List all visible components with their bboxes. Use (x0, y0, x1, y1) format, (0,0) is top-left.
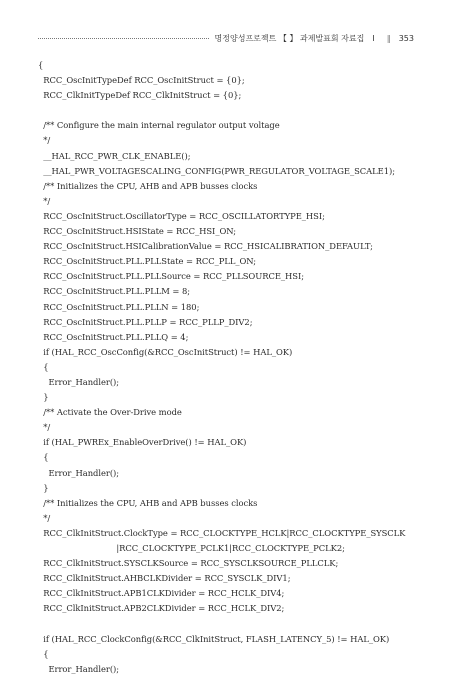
code-line: |RCC_CLOCKTYPE_PCLK1|RCC_CLOCKTYPE_PCLK2; (38, 543, 345, 553)
header-dotted-leader (38, 38, 209, 39)
code-line: RCC_ClkInitStruct.APB1CLKDivider = RCC_HCLK_DIV4; (38, 588, 285, 599)
code-line: RCC_ClkInitStruct.ClockType = RCC_CLOCKTYPE_HCLK|RCC_CLOCKTYPE_SYSCLK (38, 527, 406, 538)
code-line: { (38, 648, 49, 659)
code-line: RCC_ClkInitStruct.APB2CLKDivider = RCC_HCLK_DIV2; (38, 603, 285, 614)
code-line: if (HAL_PWREx_EnableOverDrive() != HAL_OK) (38, 437, 247, 448)
code-line: RCC_OscInitStruct.PLL.PLLState = RCC_PLL_ON; (38, 256, 257, 267)
code-line: RCC_OscInitStruct.PLL.PLLQ = 4; (38, 331, 189, 342)
code-line: RCC_OscInitStruct.PLL.PLLM = 8; (38, 286, 191, 297)
code-line: if (HAL_RCC_ClockConfig(&RCC_ClkInitStruct, FLASH_LATENCY_5) != HAL_OK) (38, 633, 390, 644)
code-line: RCC_OscInitStruct.PLL.PLLP = RCC_PLLP_DIV2; (38, 316, 253, 327)
code-line: */ (38, 422, 51, 433)
code-line: RCC_OscInitStruct.PLL.PLLN = 180; (38, 301, 200, 312)
code-line: RCC_OscInitStruct.OscillatorType = RCC_OSCILLATORTYPE_HSI; (38, 210, 325, 221)
code-line: __HAL_RCC_PWR_CLK_ENABLE(); (38, 150, 191, 161)
code-line: { (38, 60, 44, 70)
header-separator: ‖ (386, 33, 391, 43)
code-line: RCC_OscInitTypeDef RCC_OscInitStruct = {0}; (38, 75, 245, 86)
code-line: } (38, 392, 49, 403)
code-line: */ (38, 135, 51, 146)
code-line (38, 616, 430, 631)
code-line: { (38, 452, 49, 463)
code-line: } (38, 482, 49, 493)
header-marker: I (372, 33, 375, 43)
code-line: RCC_OscInitStruct.HSICalibrationValue = RCC_HSICALIBRATION_DEFAULT; (38, 241, 373, 252)
code-line: Error_Handler(); (38, 376, 120, 387)
header-title: 명정양성프로젝트 【 】 과제발표회 자료집 (214, 33, 365, 43)
code-line: __HAL_PWR_VOLTAGESCALING_CONFIG(PWR_REGULATOR_VOLTAGE_SCALE1); (38, 165, 396, 176)
code-line (38, 103, 430, 118)
code-line: RCC_ClkInitTypeDef RCC_ClkInitStruct = {0}; (38, 90, 242, 101)
code-line: */ (38, 512, 51, 523)
page-header (38, 31, 414, 45)
code-line: { (38, 361, 49, 372)
code-line: RCC_OscInitStruct.PLL.PLLSource = RCC_PLLSOURCE_HSI; (38, 271, 305, 282)
code-line: if (HAL_RCC_OscConfig(&RCC_OscInitStruct) != HAL_OK) (38, 346, 293, 357)
code-line: RCC_ClkInitStruct.AHBCLKDivider = RCC_SYSCLK_DIV1; (38, 573, 291, 584)
code-line: /** Configure the main internal regulator output voltage (38, 120, 280, 131)
code-line: /** Activate the Over-Drive mode (38, 407, 182, 418)
code-line: Error_Handler(); (38, 467, 120, 478)
code-listing (38, 58, 430, 677)
code-line: /** Initializes the CPU, AHB and APB busses clocks (38, 180, 258, 191)
code-line: Error_Handler(); (38, 663, 120, 674)
page-number: 353 (398, 33, 414, 43)
code-line: /** Initializes the CPU, AHB and APB busses clocks (38, 497, 258, 508)
code-line: */ (38, 195, 51, 206)
code-line: RCC_OscInitStruct.HSIState = RCC_HSI_ON; (38, 226, 237, 237)
code-line: RCC_ClkInitStruct.SYSCLKSource = RCC_SYSCLKSOURCE_PLLCLK; (38, 558, 339, 569)
